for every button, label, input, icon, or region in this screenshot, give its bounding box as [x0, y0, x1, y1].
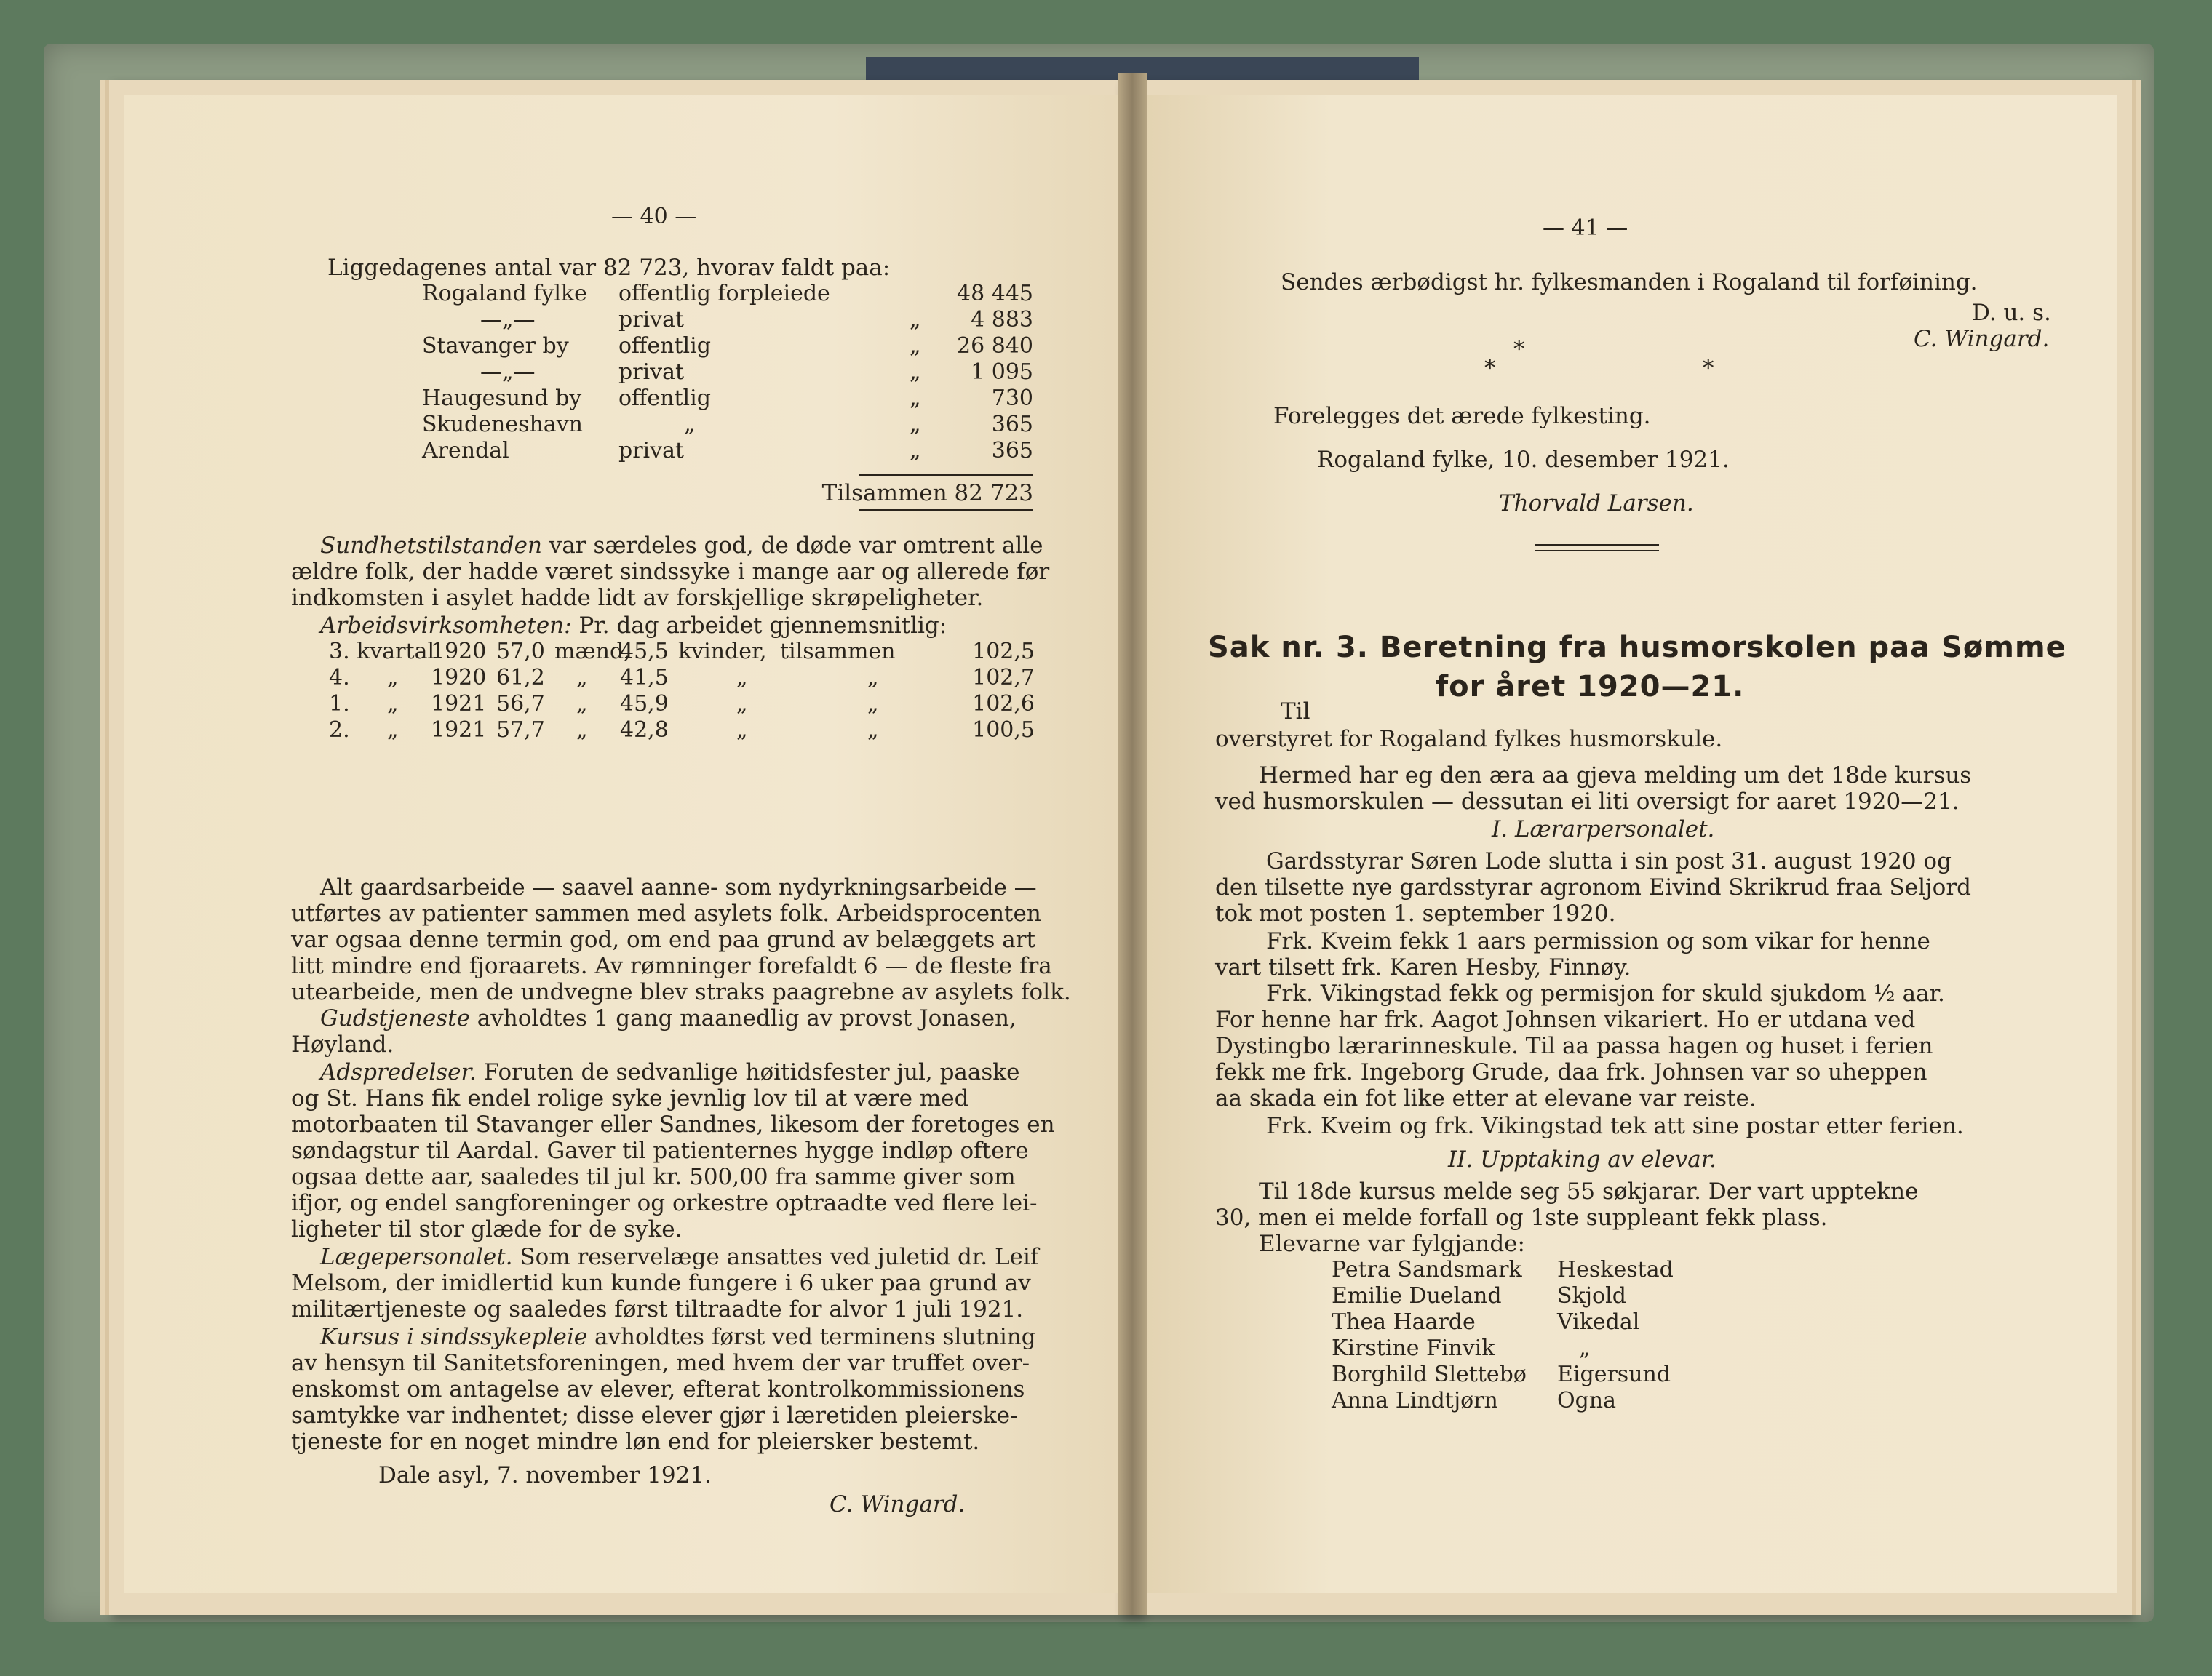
health-heading: Sundhetstilstanden: [320, 532, 542, 559]
work-heading-line: Arbeidsvirksomheten: Pr. dag arbeidet gjennemsnitlig:: [320, 612, 947, 639]
body-line: enskomst om antagelse av elever, efterat kontrolkommissionens: [291, 1376, 1025, 1402]
body-line: ifjor, og endel sangforeninger og orkestre optraadte ved flere lei-: [291, 1190, 1038, 1216]
book-gutter: [1118, 73, 1147, 1615]
list-item: Kirstine Finvik „: [1332, 1336, 1591, 1361]
body-line: ligheter til stor glæde for de syke.: [291, 1216, 683, 1242]
page-number: — 40 —: [611, 204, 697, 229]
course-line-1: Kursus i sindssykepleie avholdtes først ved terminens slutning: [320, 1324, 1036, 1350]
health-line-1: Sundhetstilstanden var særdeles god, de døde var omtrent alle: [320, 532, 1043, 559]
place-date: Rogaland fylke, 10. desember 1921.: [1317, 447, 1730, 473]
asterism-star: *: [1703, 355, 1714, 381]
section-1-title: I. Lærarpersonalet.: [1492, 816, 1715, 842]
divider-rule: [1535, 544, 1659, 546]
divider-rule: [1535, 550, 1659, 551]
table-row: 2. „ 1921 57,7 „ 42,8 „ „ 100,5: [329, 717, 1035, 743]
days-distribution-table: [422, 281, 1033, 464]
signature-2: Thorvald Larsen.: [1499, 490, 1694, 516]
asterism-star: *: [1513, 336, 1525, 362]
doctors-heading: Lægepersonalet.: [320, 1244, 513, 1270]
signature: C. Wingard.: [830, 1491, 966, 1517]
work-heading: Arbeidsvirksomheten:: [320, 612, 572, 639]
body-line: Frk. Kveim fekk 1 aars permission og som vikar for henne: [1266, 928, 1930, 954]
list-item: Petra Sandsmark Heskestad: [1332, 1257, 1674, 1282]
table-row: 3. kvartal 1920 57,0 mænd, 45,5 kvinder, tilsammen 102,5: [329, 639, 1035, 664]
body-line: Melsom, der imidlertid kun kunde fungere i 6 uker paa grund av: [291, 1270, 1031, 1296]
right-page: [1135, 95, 2117, 1593]
body-line: ældre folk, der hadde været sindssyke i mange aar og allerede før: [291, 559, 1050, 585]
doctors-line-1: Lægepersonalet. Som reservelæge ansattes ved juletid dr. Leif: [320, 1244, 1039, 1270]
table-row: Skudeneshavn „ „ 365: [422, 412, 1033, 437]
present-line: Forelegges det ærede fylkesting.: [1273, 403, 1651, 429]
service-line-1: Gudstjeneste avholdtes 1 gang maanedlig av provst Jonasen,: [320, 1005, 1017, 1031]
body-line: den tilsette nye gardsstyrar agronom Eivind Skrikrud fraa Seljord: [1215, 874, 1971, 901]
service-heading: Gudstjeneste: [320, 1005, 470, 1031]
body-line: Alt gaardsarbeide — saavel aanne- som nydyrkningsarbeide —: [320, 874, 1037, 901]
body-line: Dystingbo lærarinneskule. Til aa passa hagen og huset i ferien: [1215, 1033, 1933, 1059]
total-line: Tilsammen 82 723: [821, 480, 1033, 506]
page-number: — 41 —: [1543, 215, 1628, 241]
body-line: ved husmorskulen — dessutan ei liti oversigt for aaret 1920—21.: [1215, 789, 1960, 815]
table-row: 4. „ 1920 61,2 „ 41,5 „ „ 102,7: [329, 665, 1035, 690]
place-date: Dale asyl, 7. november 1921.: [378, 1462, 712, 1488]
body-line: søndagstur til Aardal. Gaver til patienternes hygge indløp oftere: [291, 1138, 1029, 1164]
intro-line: Liggedagenes antal var 82 723, hvorav faldt paa:: [327, 255, 891, 281]
body-line: samtykke var indhentet; disse elever gjør i læretiden pleierske-: [291, 1402, 1018, 1429]
body-line: 30, men ei melde forfall og 1ste suppleant fekk plass.: [1215, 1205, 1828, 1231]
asterism-star: *: [1484, 355, 1496, 381]
section-heading-line-2: for året 1920—21.: [1435, 670, 1745, 703]
section-2-title: II. Upptaking av elevar.: [1448, 1146, 1717, 1173]
body-line: utearbeide, men de undvegne blev straks paagrebne av asylets folk.: [291, 979, 1071, 1005]
table-row: Arendal privat „ 365: [422, 438, 1033, 463]
table-row: Haugesund by offentlig „ 730: [422, 386, 1033, 411]
body-line: Til 18de kursus melde seg 55 søkjarar. Der vart upptekne: [1259, 1178, 1919, 1205]
body-line: vart tilsett frk. Karen Hesby, Finnøy.: [1215, 954, 1631, 981]
sum-rule-top: [859, 474, 1033, 476]
body-line: var ogsaa denne termin god, om end paa grund av belæggets art: [291, 927, 1036, 953]
table-row: —„— privat „ 1 095: [480, 359, 1033, 385]
table-row: —„— privat „ 4 883: [480, 307, 1033, 332]
course-heading: Kursus i sindssykepleie: [320, 1324, 588, 1350]
body-line: motorbaaten til Stavanger eller Sandnes, likesom der foretoges en: [291, 1112, 1055, 1138]
body-line: og St. Hans fik endel rolige syke jevnlig lov til at være med: [291, 1085, 969, 1112]
body-line: Frk. Vikingstad fekk og permisjon for skuld sjukdom ½ aar.: [1266, 981, 1945, 1007]
body-line: Høyland.: [291, 1031, 394, 1058]
body-line: fekk me frk. Ingeborg Grude, daa frk. Johnsen var so uheppen: [1215, 1059, 1927, 1085]
body-line: av hensyn til Sanitetsforeningen, med hvem der var truffet over-: [291, 1350, 1030, 1376]
sum-rule-bottom: [859, 509, 1033, 511]
body-line: litt mindre end fjoraarets. Av rømninger forefaldt 6 — de fleste fra: [291, 953, 1052, 979]
table-row: Rogaland fylke offentlig forpleiede 48 445: [422, 281, 1033, 306]
list-item: Thea Haarde Vikedal: [1332, 1309, 1640, 1335]
list-item: Borghild Slettebø Eigersund: [1332, 1362, 1671, 1387]
body-line: indkomsten i asylet hadde lidt av forskjellige skrøpeligheter.: [291, 585, 984, 611]
body-line: tjeneste for en noget mindre løn end for pleiersker bestemt.: [291, 1429, 980, 1455]
table-row: Stavanger by offentlig „ 26 840: [422, 333, 1033, 359]
body-line: aa skada ein fot like etter at elevane var reiste.: [1215, 1085, 1757, 1112]
board-line: overstyret for Rogaland fylkes husmorskule.: [1215, 726, 1723, 752]
dus: D. u. s.: [1972, 300, 2051, 326]
body-line: Gardsstyrar Søren Lode slutta i sin post 31. august 1920 og: [1266, 848, 1952, 874]
body-line: For henne har frk. Aagot Johnsen vikariert. Ho er utdana ved: [1215, 1007, 1916, 1033]
students-list: [1332, 1257, 1739, 1414]
body-line: militærtjeneste og saaledes først tiltraadte for alvor 1 juli 1921.: [291, 1296, 1024, 1322]
forward-line: Sendes ærbødigst hr. fylkesmanden i Rogaland til forføining.: [1281, 269, 1978, 295]
leisure-line-1: Adspredelser. Foruten de sedvanlige høitidsfester jul, paaske: [320, 1059, 1020, 1085]
body-line: Elevarne var fylgjande:: [1259, 1231, 1525, 1257]
work-table: [329, 639, 1035, 743]
table-row: 1. „ 1921 56,7 „ 45,9 „ „ 102,6: [329, 691, 1035, 717]
body-line: tok mot posten 1. september 1920.: [1215, 901, 1616, 927]
section-heading-line-1: Sak nr. 3. Beretning fra husmorskolen paa Sømme: [1208, 631, 2066, 664]
signature-1: C. Wingard.: [1914, 326, 2050, 352]
body-line: utførtes av patienter sammen med asylets folk. Arbeidsprocenten: [291, 901, 1041, 927]
leisure-heading: Adspredelser.: [320, 1059, 477, 1085]
body-line: ogsaa dette aar, saaledes til jul kr. 500,00 fra samme giver som: [291, 1164, 1016, 1190]
body-line: Hermed har eg den æra aa gjeva melding um det 18de kursus: [1259, 762, 1972, 789]
body-line: Frk. Kveim og frk. Vikingstad tek att sine postar etter ferien.: [1266, 1113, 1964, 1139]
left-page: [124, 95, 1135, 1593]
to-line: Til: [1281, 698, 1310, 725]
list-item: Anna Lindtjørn Ogna: [1332, 1388, 1617, 1413]
list-item: Emilie Dueland Skjold: [1332, 1283, 1626, 1309]
